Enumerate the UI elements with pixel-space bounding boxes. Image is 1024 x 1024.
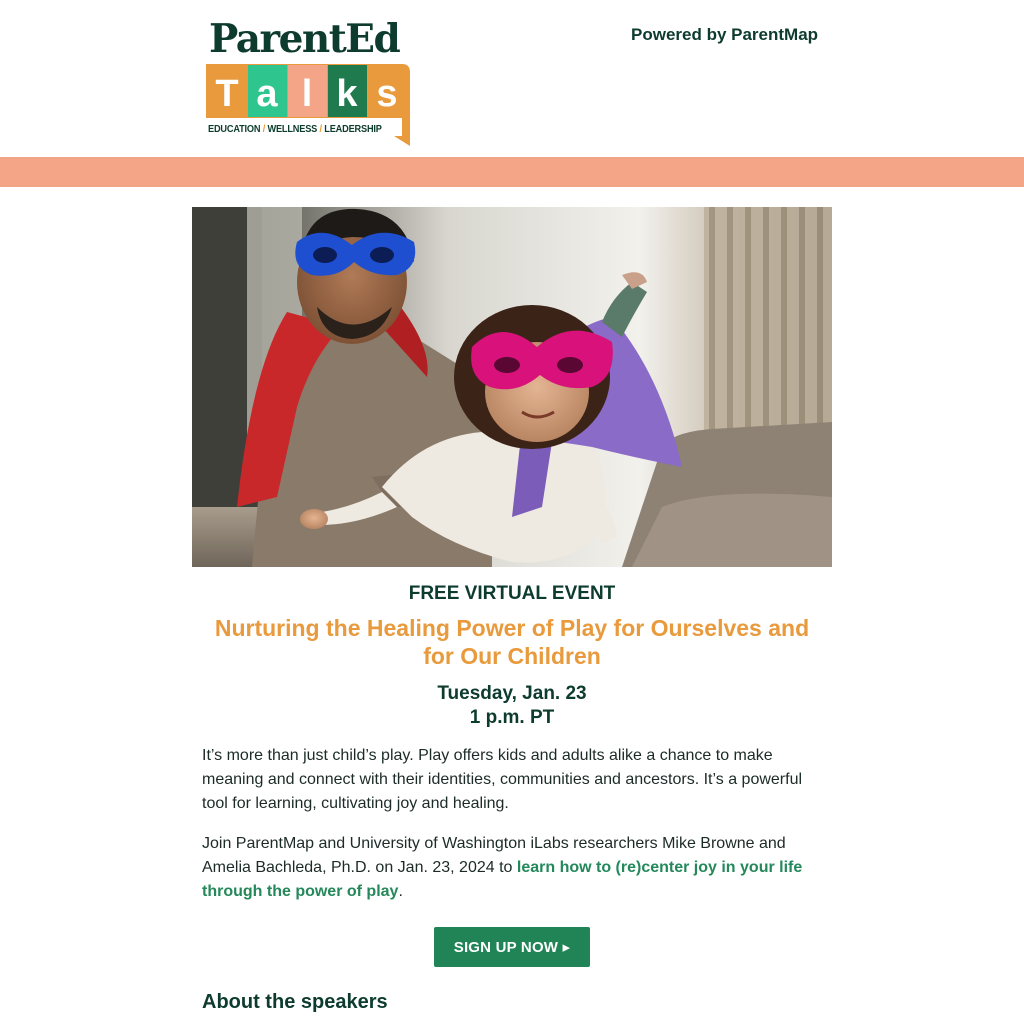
salmon-divider-band [0, 157, 1024, 187]
event-title: Nurturing the Healing Power of Play for Ourselves and for Our Children [214, 615, 810, 669]
sign-up-now-button[interactable]: SIGN UP NOW ▸ [434, 927, 591, 967]
email-header [0, 0, 1024, 157]
hero-image-father-child-superheroes[interactable] [192, 207, 832, 567]
logo-tagline: EDUCATION / WELLNESS / LEADERSHIP [208, 124, 382, 135]
logo-letter: a [256, 73, 278, 115]
powered-by-parentmap-link[interactable]: Powered by ParentMap [631, 25, 819, 44]
about-speakers-heading: About the speakers [202, 991, 388, 1013]
logo-title: ParentEd [209, 16, 400, 62]
event-date: Tuesday, Jan. 23 [437, 683, 587, 704]
logo-letter: T [215, 73, 239, 115]
intro-paragraph: It’s more than just child’s play. Play offers kids and adults alike a chance to make meaning and connect with their identities, communities and ancestors. It’s a powerful tool for learning, cultivating joy and healing. [202, 747, 803, 812]
event-datetime [192, 682, 832, 730]
event-eyebrow: FREE VIRTUAL EVENT [408, 583, 616, 604]
cta-wrapper [192, 927, 832, 967]
logo-letter: s [376, 73, 398, 115]
email-body [192, 207, 832, 1014]
logo-letter: k [336, 73, 358, 115]
learn-more-link[interactable]: learn how to (re)center joy in your life through the power of play [202, 859, 803, 900]
logo-letter: l [301, 73, 313, 115]
details-paragraph: Join ParentMap and University of Washington iLabs researchers Mike Browne and Amelia Bachleda, Ph.D. on Jan. 23, 2024 to learn how to (re)center joy in your life through the power of play. [202, 835, 803, 900]
parented-talks-logo[interactable] [206, 18, 412, 148]
event-time: 1 p.m. PT [469, 707, 555, 728]
